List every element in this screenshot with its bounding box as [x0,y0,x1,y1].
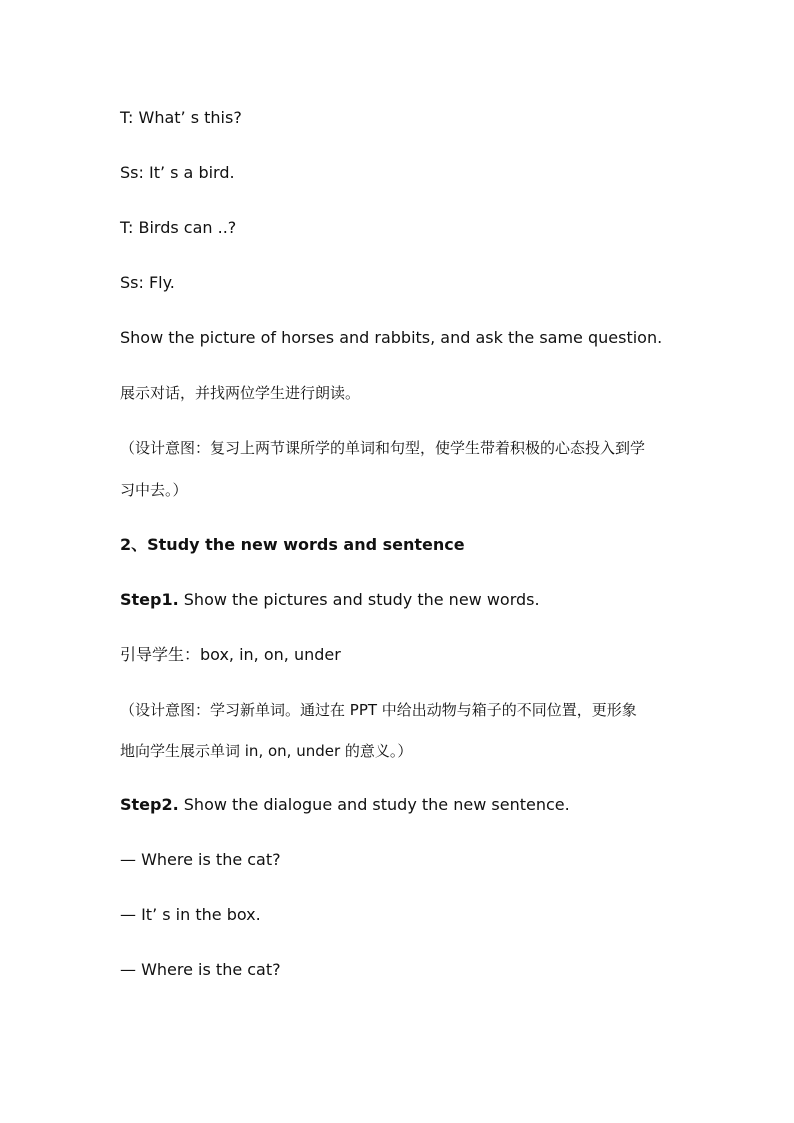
dialogue-line-teacher-prompt: T: Birds can ..? [120,218,237,237]
dialogue-line-students-fly: Ss: Fly. [120,273,175,292]
design-intent-words-line-1: （设计意图：学习新单词。通过在 PPT 中给出动物与箱子的不同位置，更形象 [120,701,637,719]
instruction-dialogue-reading: 展示对话，并找两位学生进行朗读。 [120,384,361,402]
dialogue-line-students-answer: Ss: It’ s a bird. [120,163,235,182]
section-heading: 2、Study the new words and sentence [120,535,465,554]
dialogue-where-cat-1: — Where is the cat? [120,850,281,869]
guide-students-line: 引导学生：box, in, on, under [120,645,341,664]
dialogue-in-box: — It’ s in the box. [120,905,261,924]
design-intent-line-1: （设计意图：复习上两节课所学的单词和句型，使学生带着积极的心态投入到学 [120,439,646,457]
design-intent-words-line-2: 地向学生展示单词 in, on, under 的意义。） [120,742,413,760]
step2-label: Step2. [120,795,179,814]
dialogue-line-teacher-question: T: What’ s this? [120,108,242,127]
dialogue-where-cat-2: — Where is the cat? [120,960,281,979]
step2-text: Show the dialogue and study the new sentence. [178,795,570,814]
step1-label: Step1. [120,590,179,609]
instruction-show-picture: Show the picture of horses and rabbits, and ask the same question. [120,328,663,347]
design-intent-line-2: 习中去。） [120,481,188,499]
step2-line [120,795,570,815]
step1-line [120,590,540,610]
step1-text: Show the pictures and study the new words. [178,590,540,609]
